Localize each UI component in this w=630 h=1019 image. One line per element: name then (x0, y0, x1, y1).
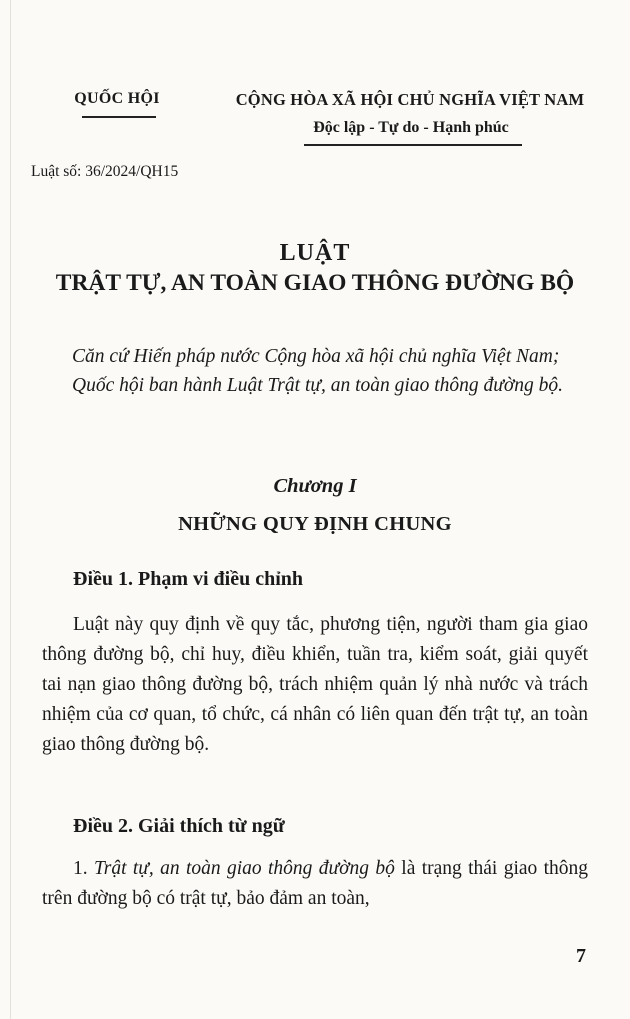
page-number: 7 (576, 945, 586, 967)
article-2-heading: Điều 2. Giải thích từ ngữ (73, 815, 285, 837)
chapter-name: NHỮNG QUY ĐỊNH CHUNG (178, 513, 452, 535)
page-edge-line (10, 0, 11, 1019)
article-2-body (42, 854, 588, 914)
article-1-heading: Điều 1. Phạm vi điều chỉnh (73, 568, 304, 590)
motto-underline (304, 144, 522, 146)
preamble-line: Quốc hội ban hành Luật Trật tự, an toàn giao thông đường bộ. (72, 375, 564, 396)
article-1-body: Luật này quy định về quy tắc, phương tiện, người tham gia giao thông đường bộ, chỉ huy, điều khiển, tuần tra, kiểm soát, giải quyết tai nạn giao thông đường bộ, trách nhiệm quản lý nhà nước và trách nhiệm của cơ quan, tổ chức, cá nhân có liên quan đến trật tự, an toàn giao thông đường bộ. (42, 614, 588, 755)
preamble-line: Căn cứ Hiến pháp nước Cộng hòa xã hội chủ nghĩa Việt Nam; (72, 346, 560, 367)
law-title: TRẬT TỰ, AN TOÀN GIAO THÔNG ĐƯỜNG BỘ (55, 270, 575, 296)
chapter-number: Chương I (273, 475, 357, 497)
motto: Độc lập - Tự do - Hạnh phúc (313, 119, 509, 136)
definition-text: là trạng thái giao thông trên đường bộ có trật tự, bảo đảm an toàn, (42, 858, 589, 909)
issuer-underline (82, 116, 156, 118)
preamble (42, 342, 588, 400)
law-number: Luật số: 36/2024/QH15 (31, 163, 179, 180)
country-name: CỘNG HÒA XÃ HỘI CHỦ NGHĨA VIỆT NAM (235, 90, 585, 109)
defined-term: Trật tự, an toàn giao thông đường bộ (93, 858, 395, 879)
clause-number: 1. (73, 858, 88, 879)
document-type-title: LUẬT (279, 240, 351, 266)
issuer: QUỐC HỘI (74, 90, 160, 107)
